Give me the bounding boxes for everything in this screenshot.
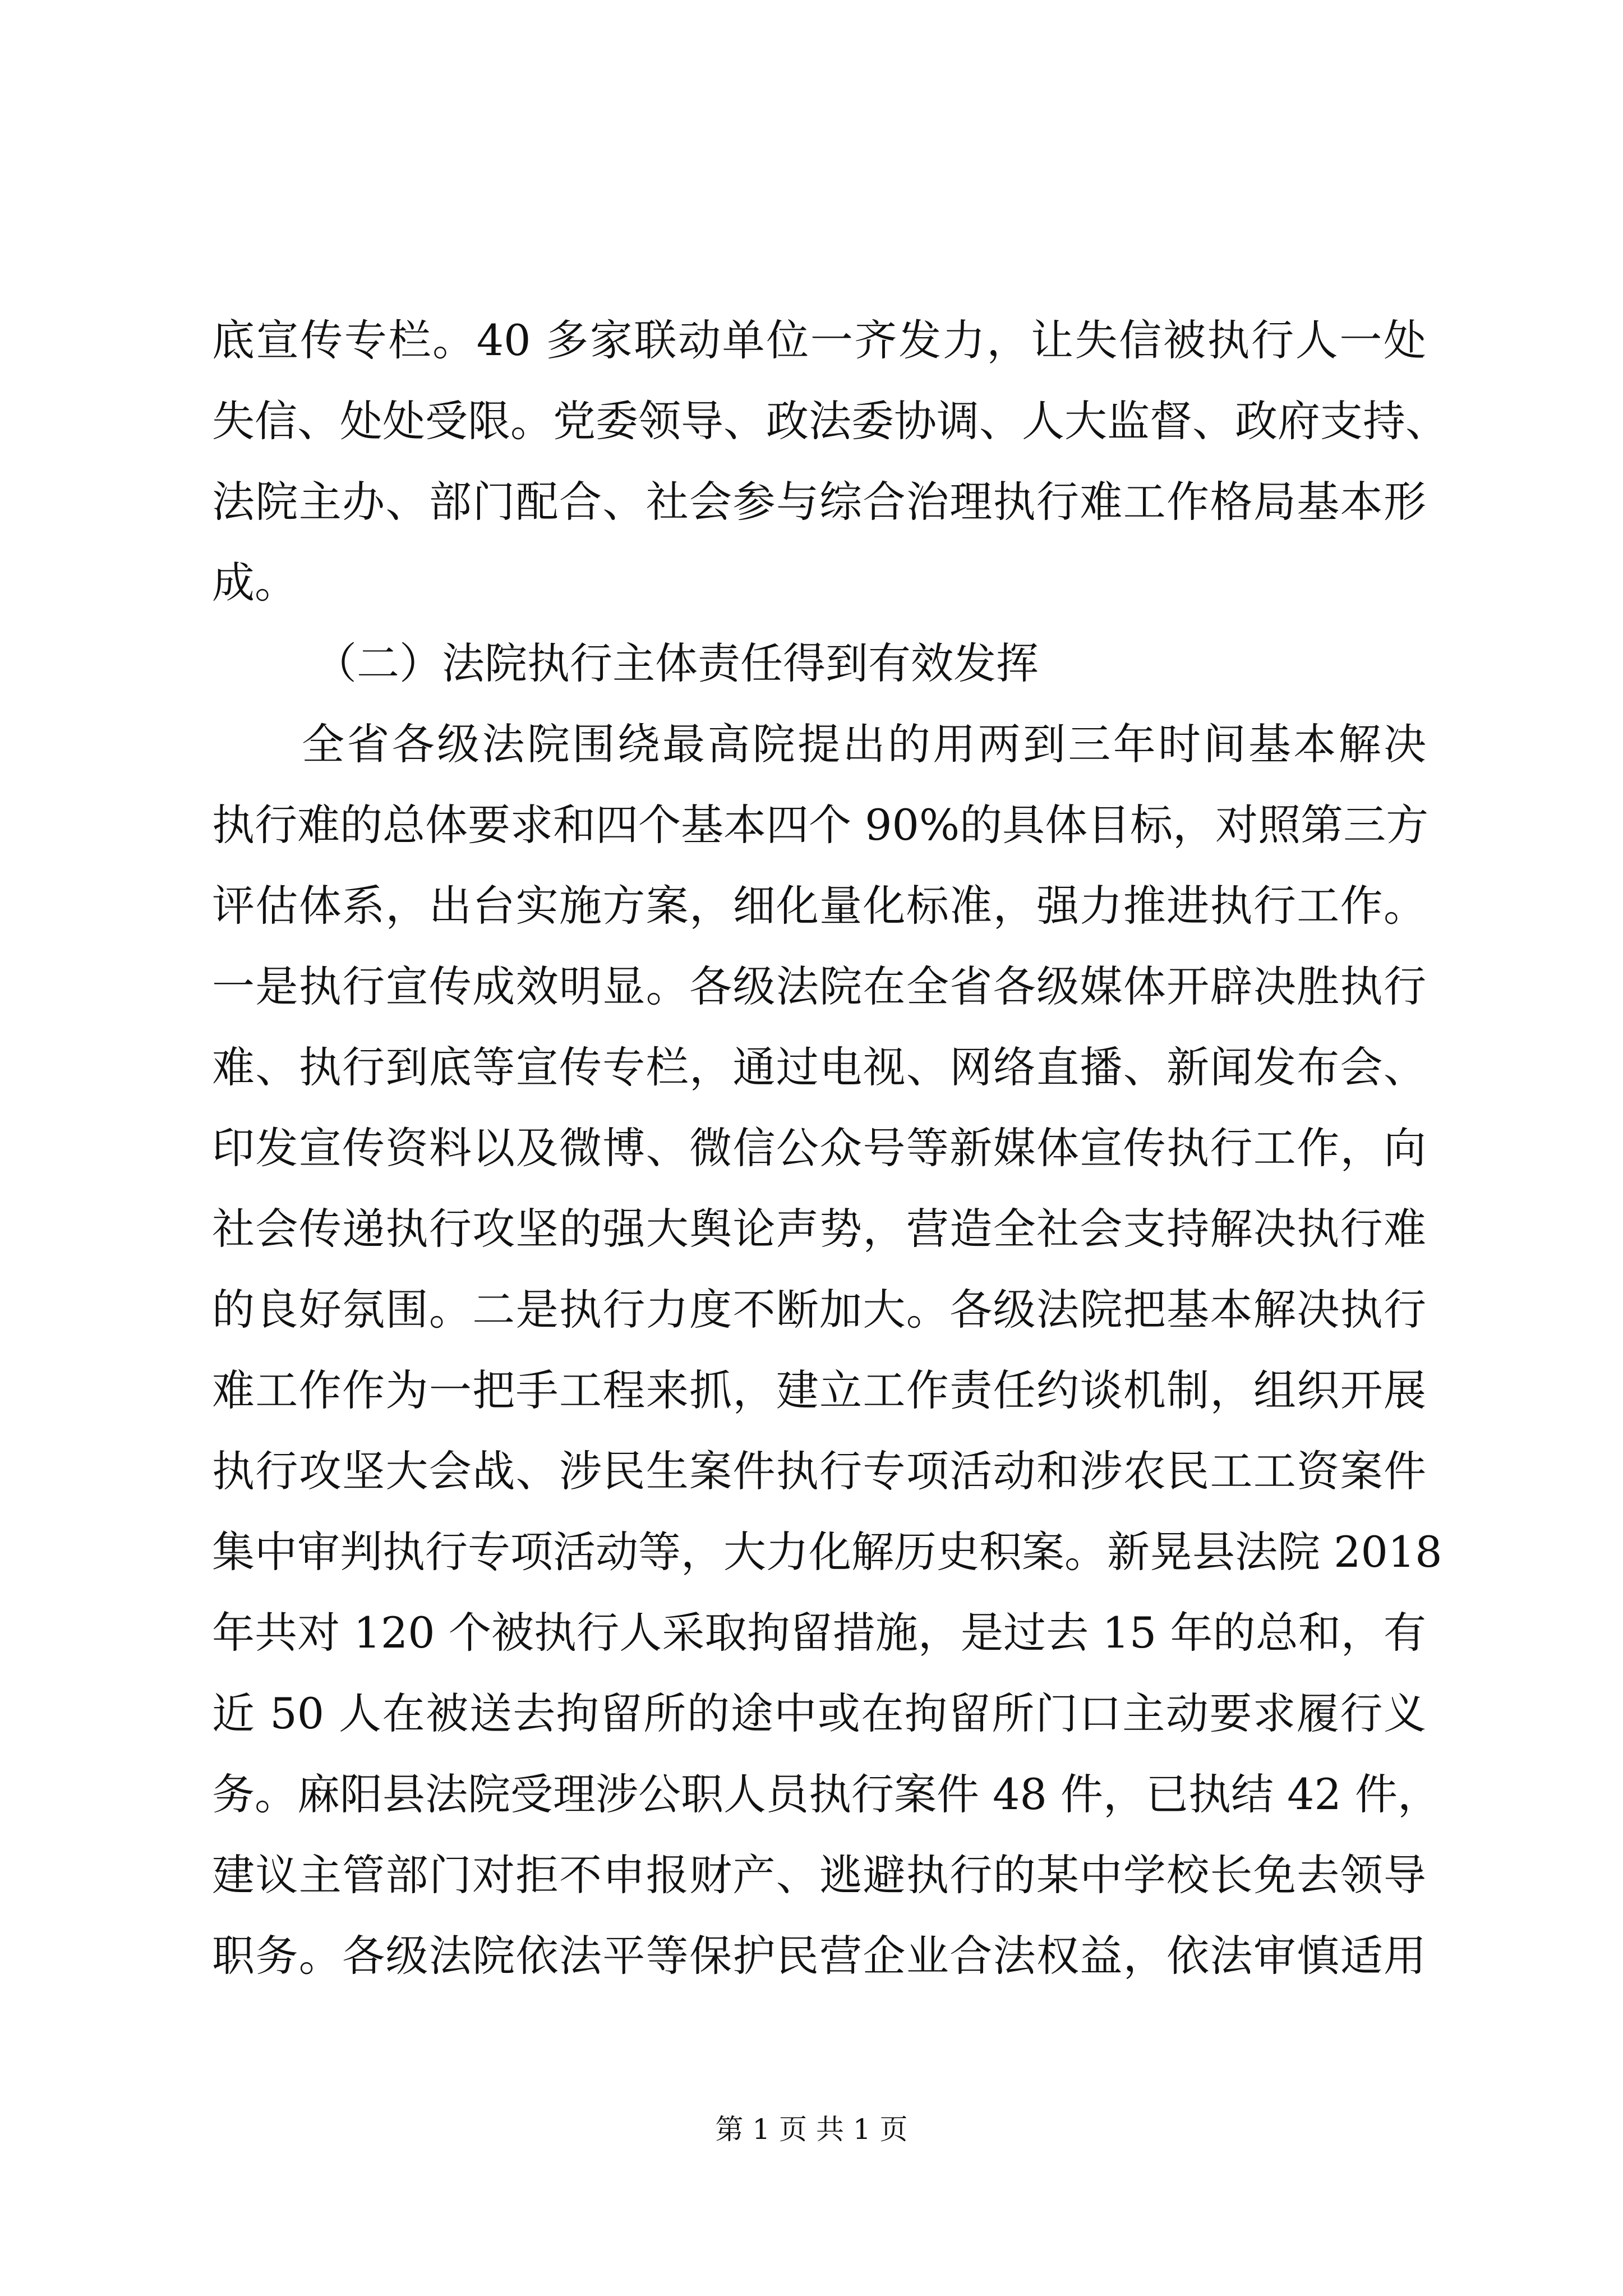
paragraph-line: 一是执行宣传成效明显。各级法院在全省各级媒体开辟决胜执行 — [212, 961, 1426, 1011]
page-footer: 第 1 页 共 1 页 — [715, 2113, 908, 2146]
paragraph-line: 全省各级法院围绕最高院提出的用两到三年时间基本解决 — [302, 719, 1426, 769]
document-body — [212, 300, 1448, 1996]
paragraph-line: 的良好氛围。二是执行力度不断加大。各级法院把基本解决执行 — [212, 1285, 1426, 1335]
paragraph-line: 集中审判执行专项活动等，大力化解历史积案。新晃县法院 2018 — [212, 1527, 1442, 1577]
paragraph-line: 成。 — [212, 558, 297, 608]
paragraph-line: 失信、处处受限。党委领导、政法委协调、人大监督、政府支持、 — [212, 396, 1448, 446]
paragraph-line: 社会传递执行攻坚的强大舆论声势，营造全社会支持解决执行难 — [212, 1204, 1426, 1254]
paragraph-line: 近 50 人在被送去拘留所的途中或在拘留所门口主动要求履行义 — [212, 1688, 1426, 1738]
paragraph-line: 职务。各级法院依法平等保护民营企业合法权益，依法审慎适用 — [212, 1931, 1426, 1981]
paragraph-line: 执行难的总体要求和四个基本四个 90%的具体目标，对照第三方 — [212, 800, 1429, 850]
paragraph-line: 评估体系，出台实施方案，细化量化标准，强力推进执行工作。 — [212, 881, 1426, 931]
paragraph-line: 难工作作为一把手工程来抓，建立工作责任约谈机制，组织开展 — [212, 1365, 1426, 1415]
paragraph-line: 建议主管部门对拒不申报财产、逃避执行的某中学校长免去领导 — [212, 1850, 1426, 1900]
paragraph-line: 务。麻阳县法院受理涉公职人员执行案件 48 件，已执结 42 件， — [212, 1769, 1441, 1819]
paragraph-line: 难、执行到底等宣传专栏，通过电视、网络直播、新闻发布会、 — [212, 1042, 1426, 1092]
paragraph-line: 法院主办、部门配合、社会参与综合治理执行难工作格局基本形 — [212, 477, 1426, 527]
paragraph-line: 印发宣传资料以及微博、微信公众号等新媒体宣传执行工作，向 — [212, 1123, 1426, 1173]
paragraph-line: 底宣传专栏。40 多家联动单位一齐发力，让失信被执行人一处 — [212, 315, 1426, 365]
paragraph-line: 年共对 120 个被执行人采取拘留措施，是过去 15 年的总和，有 — [212, 1608, 1426, 1658]
paragraph-line: 执行攻坚大会战、涉民生案件执行专项活动和涉农民工工资案件 — [212, 1446, 1426, 1496]
section-heading: （二）法院执行主体责任得到有效发挥 — [314, 638, 1039, 688]
